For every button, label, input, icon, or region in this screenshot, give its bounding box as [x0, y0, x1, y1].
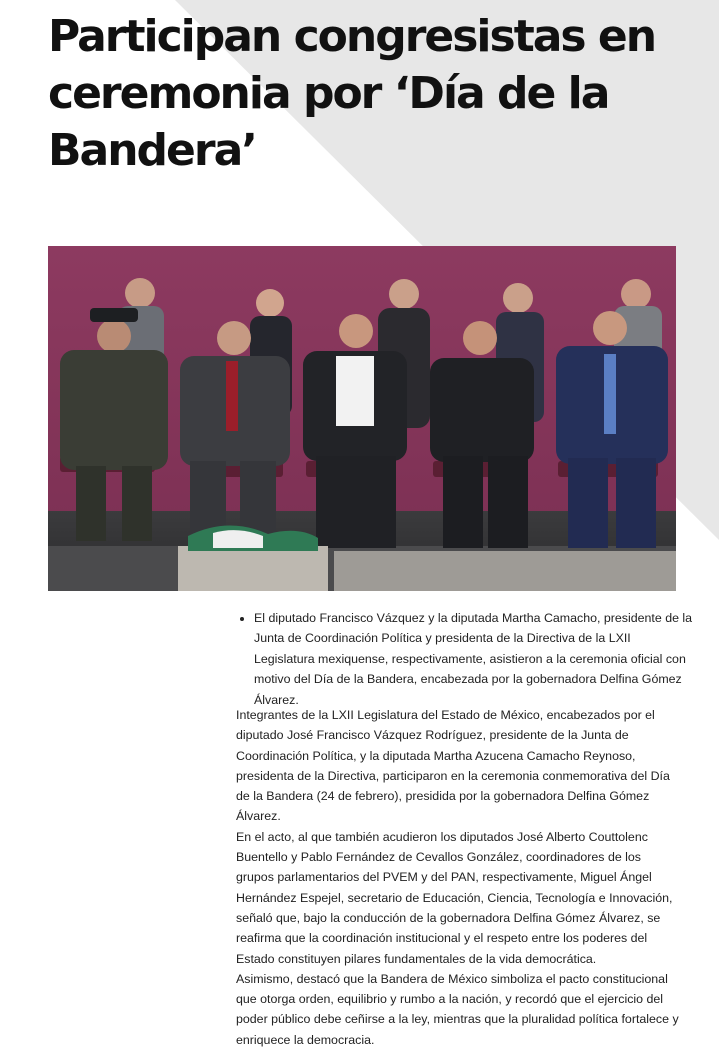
summary-bullet-list — [236, 608, 694, 710]
paragraph: Integrantes de la LXII Legislatura del Estado de México, encabezados por el diputado José Francisco Vázquez Rodríguez, presidente de la Junta de Coordinación Política, y la diputada Martha Azucena Camacho Reynoso, presidenta de la Directiva, participaron en la ceremonia conmemorativa del Día de la Bandera (24 de febrero), presidida por la gobernadora Delfina Gómez Álvarez. — [236, 708, 670, 824]
article-title: Participan congresistas en ceremonia por ‘Día de la Bandera’ — [48, 11, 656, 176]
summary-bullet: • El diputado Francisco Vázquez y la diputada Martha Camacho, presidente de la Junta de Coordinación Política y presidenta de la Directiva de la LXII Legislatura mexiquense, respectivamente, asistieron a la ceremonia oficial con motivo del Día de la Bandera, encabezada por la gobernadora Delfina Gómez Álvarez. — [254, 608, 694, 710]
article-body — [236, 705, 681, 1050]
article-photo — [48, 246, 676, 591]
paragraph: En el acto, al que también acudieron los diputados José Alberto Couttolenc Buentello y Pablo Fernández de Cevallos González, coordinadores de los grupos parlamentarios del PVEM y del PAN, respectivamente, Miguel Ángel Hernández Espejel, secretario de Educación, Ciencia, Tecnología e Innovación, señaló que, bajo la conducción de la gobernadora Delfina Gómez Álvarez, se reafirma que la coordinación institucional y el respeto entre los poderes del Estado constituyen pilares fundamentales de la vida democrática. — [236, 829, 673, 966]
paragraph: Asimismo, destacó que la Bandera de México simboliza el pacto constitucional que otorga orden, equilibrio y rumbo a la nación, y recordó que el ejercicio del poder público debe ceñirse a la ley, mientras que la pluralidad política fortalece y enriquece la democracia. — [236, 971, 679, 1047]
